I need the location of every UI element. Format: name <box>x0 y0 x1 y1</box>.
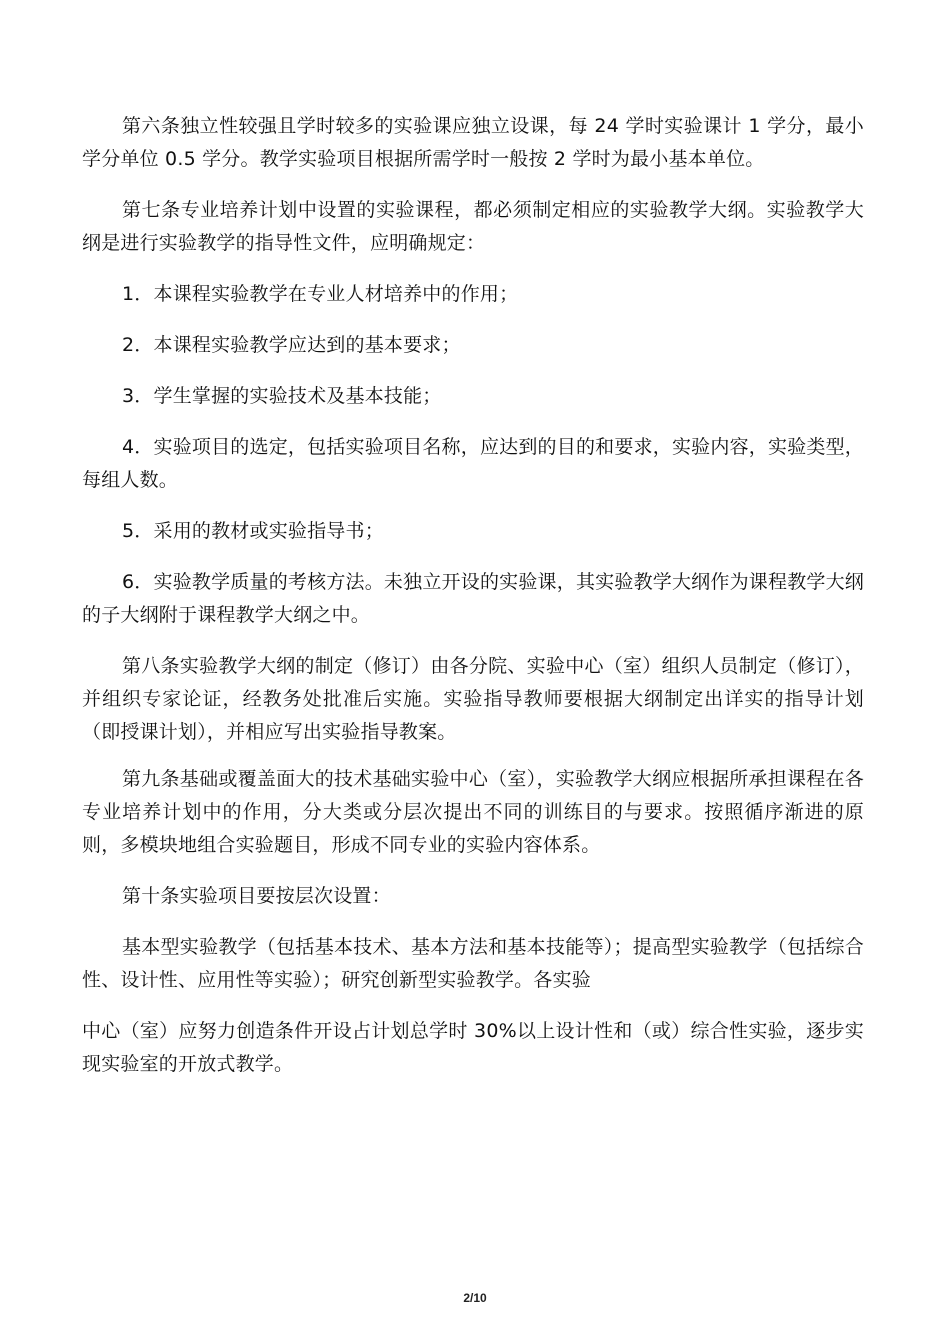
list-item-5: 5．采用的教材或实验指导书； <box>122 520 384 542</box>
paragraph-article-8: 第八条实验教学大纲的制定（修订）由各分院、实验中心（室）组织人员制定（修订），并组织专家论证，经教务处批准后实施。实验指导教师要根据大纲制定出详实的指导计划（即授课计划），并相应写出实验指导教案。 <box>82 655 864 743</box>
document-body <box>82 110 864 1099</box>
paragraph-article-7: 第七条专业培养计划中设置的实验课程，都必须制定相应的实验教学大纲。实验教学大纲是进行实验教学的指导性文件，应明确规定： <box>82 199 864 254</box>
list-item-3: 3．学生掌握的实验技术及基本技能； <box>122 385 442 407</box>
paragraph-experiment-types-continued: 中心（室）应努力创造条件开设占计划总学时 30%以上设计性和（或）综合性实验，逐步实现实验室的开放式教学。 <box>82 1020 864 1075</box>
paragraph-article-9: 第九条基础或覆盖面大的技术基础实验中心（室），实验教学大纲应根据所承担课程在各专业培养计划中的作用，分大类或分层次提出不同的训练目的与要求。按照循序渐进的原则，多模块地组合实验题目，形成不同专业的实验内容体系。 <box>82 768 864 856</box>
list-item-6: 6．实验教学质量的考核方法。未独立开设的实验课，其实验教学大纲作为课程教学大纲的子大纲附于课程教学大纲之中。 <box>82 571 864 626</box>
paragraph-article-6: 第六条独立性较强且学时较多的实验课应独立设课，每 24 学时实验课计 1 学分，最小学分单位 0.5 学分。教学实验项目根据所需学时一般按 2 学时为最小基本单位。 <box>82 115 864 170</box>
page-number: 2/10 <box>463 1291 487 1305</box>
list-item-1: 1．本课程实验教学在专业人材培养中的作用； <box>122 283 519 305</box>
paragraph-article-10: 第十条实验项目要按层次设置： <box>122 885 391 907</box>
list-item-2: 2．本课程实验教学应达到的基本要求； <box>122 334 461 356</box>
list-item-4: 4．实验项目的选定，包括实验项目名称，应达到的目的和要求，实验内容，实验类型，每组人数。 <box>82 436 864 491</box>
paragraph-experiment-types: 基本型实验教学（包括基本技术、基本方法和基本技能等）；提高型实验教学（包括综合性、设计性、应用性等实验）；研究创新型实验教学。各实验 <box>82 936 864 991</box>
